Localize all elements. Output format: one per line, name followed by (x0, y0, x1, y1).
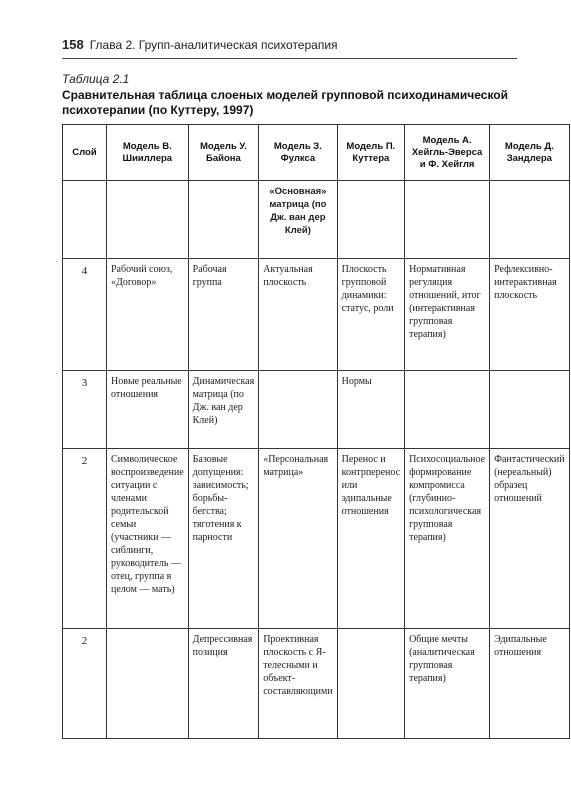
table-row (63, 259, 570, 371)
column-header: Модель В. Шииллера (107, 125, 189, 181)
table-cell: Динамическая матрица (по Дж. ван дер Клей) (188, 371, 259, 449)
layer-number: 2 (63, 629, 107, 739)
column-header: Модель У. Байона (188, 125, 259, 181)
running-title: Глава 2. Групп-аналитическая психотерапия (89, 38, 338, 52)
table-row (63, 181, 570, 259)
layer-number: 2 (63, 449, 107, 629)
table-cell (107, 181, 189, 259)
comparison-table (62, 124, 570, 739)
table-cell: Проективная плоскость с Я-телесными и объект-составляющими (259, 629, 337, 739)
table-title: Сравнительная таблица слоеных моделей групповой психодинамической психотерапии (по Куттеру, 1997) (62, 88, 509, 117)
table-label: Таблица 2.1 (62, 72, 130, 86)
column-header: Модель З. Фулкса (259, 125, 337, 181)
table-cell: Депрессивная позиция (188, 629, 259, 739)
table-row (63, 371, 570, 449)
column-header: Модель А. Хейгль-Эверса и Ф. Хейгля (405, 125, 490, 181)
table-cell: Нормативная регуляция отношений, итог (интерактивная групповая терапия) (405, 259, 490, 371)
layer-number: 3 (63, 371, 107, 449)
column-header: Слой (63, 125, 107, 181)
table-cell: Фантастический (нереальный) образец отношений (490, 449, 570, 629)
table-cell: Базовые допущения: зависимость; борьбы-бегства; тяготения к парности (188, 449, 259, 629)
running-head (62, 36, 522, 54)
table-cell: Новые реальные отношения (107, 371, 189, 449)
table-cell (63, 181, 107, 259)
page-number: 158 (62, 37, 84, 52)
table-cell (405, 181, 490, 259)
table-cell: Нормы (337, 371, 404, 449)
table-cell (490, 371, 570, 449)
table-cell (107, 629, 189, 739)
table-cell (490, 181, 570, 259)
table-row (63, 629, 570, 739)
table-cell: Рефлексивно-интерактивная плоскость (490, 259, 570, 371)
table-cell (188, 181, 259, 259)
table-cell: Актуальная плоскость (259, 259, 337, 371)
table-cell (405, 371, 490, 449)
header-rule (62, 58, 517, 59)
layer-number: 4 (63, 259, 107, 371)
table-cell: «Персональная матрица» (259, 449, 337, 629)
table-header-row (63, 125, 570, 181)
table-cell: «Основная» матрица (по Дж. ван дер Клей) (259, 181, 337, 259)
column-header: Модель Д. Зандлера (490, 125, 570, 181)
table-cell: Психосоциальное формирование компромисса (глубинно-психологическая групповая терапия) (405, 449, 490, 629)
table-cell: Символическое воспроизведение ситуации с членами родительской семьи (участники — сиблинги, руководитель — отец, группа в целом — мать) (107, 449, 189, 629)
table-cell (337, 181, 404, 259)
table-cell (259, 371, 337, 449)
table-cell (337, 629, 404, 739)
table-cell: Общие мечты (аналитическая групповая терапия) (405, 629, 490, 739)
table-cell: Эдипальные отношения (490, 629, 570, 739)
table-row (63, 449, 570, 629)
table-cell: Рабочий союз, «Договор» (107, 259, 189, 371)
table-cell: Перенос и контрперенос или эдипальные отношения (337, 449, 404, 629)
column-header: Модель П. Куттера (337, 125, 404, 181)
table-cell: Рабочая группа (188, 259, 259, 371)
table-cell: Плоскость групповой динамики: статус, роли (337, 259, 404, 371)
